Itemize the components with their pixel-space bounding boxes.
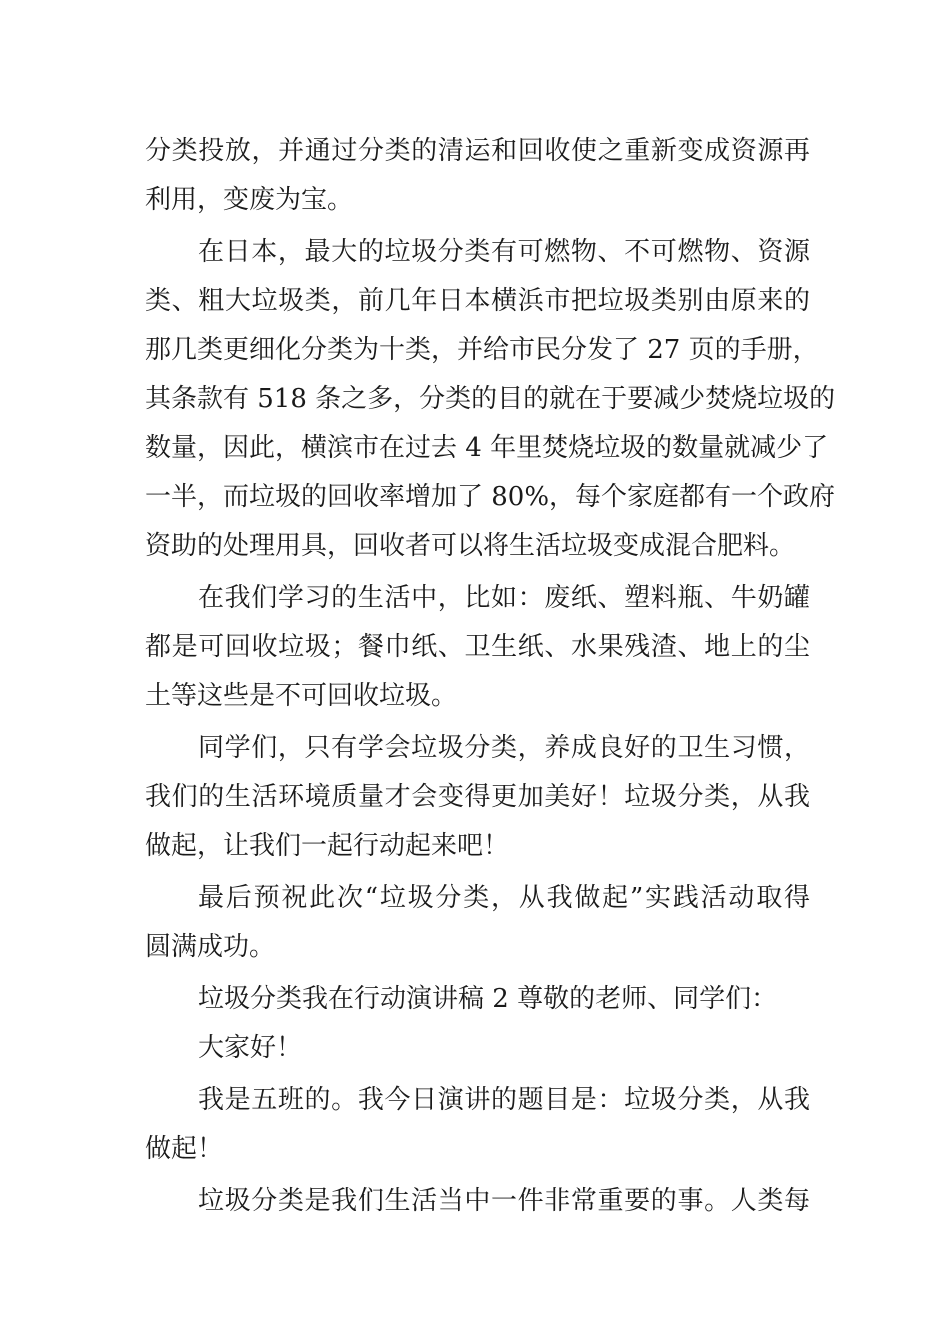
text-line: 一半，而垃圾的回收率增加了 80%，每个家庭都有一个政府 — [145, 482, 836, 512]
paragraph-start-line: 最后预祝此次“垃圾分类，从我做起”实践活动取得 — [198, 883, 810, 913]
text-line: 那几类更细化分类为十类，并给市民分发了 27 页的手册， — [145, 335, 819, 365]
text-line: 分类投放，并通过分类的清运和回收使之重新变成资源再 — [145, 136, 810, 166]
paragraph-start-line: 垃圾分类是我们生活当中一件非常重要的事。人类每 — [198, 1186, 810, 1216]
text-line: 做起！ — [145, 1134, 224, 1164]
text-line: 我们的生活环境质量才会变得更加美好！垃圾分类，从我 — [145, 782, 810, 812]
text-line: 资助的处理用具，回收者可以将生活垃圾变成混合肥料。 — [145, 531, 796, 561]
greeting-line: 大家好！ — [198, 1033, 303, 1063]
text-line: 数量，因此，横滨市在过去 4 年里焚烧垃圾的数量就减少了 — [145, 433, 829, 463]
text-line: 类、粗大垃圾类，前几年日本横浜市把垃圾类别由原来的 — [145, 286, 810, 316]
paragraph-start-line: 同学们，只有学会垃圾分类，养成良好的卫生习惯， — [198, 733, 810, 763]
document-body — [145, 127, 836, 1226]
paragraph-start-line: 在我们学习的生活中，比如：废纸、塑料瓶、牛奶罐 — [198, 583, 810, 613]
text-line: 都是可回收垃圾；餐巾纸、卫生纸、水果残渣、地上的尘 — [145, 632, 810, 662]
section-heading-line: 垃圾分类我在行动演讲稿 2 尊敬的老师、同学们： — [198, 984, 778, 1014]
text-line: 做起，让我们一起行动起来吧！ — [145, 831, 510, 861]
text-line: 土等这些是不可回收垃圾。 — [145, 681, 458, 711]
text-line: 圆满成功。 — [145, 932, 276, 962]
paragraph-start-line: 在日本，最大的垃圾分类有可燃物、不可燃物、资源 — [198, 237, 810, 267]
text-line: 利用，变废为宝。 — [145, 185, 354, 215]
paragraph-start-line: 我是五班的。我今日演讲的题目是：垃圾分类，从我 — [198, 1085, 810, 1115]
text-line: 其条款有 518 条之多，分类的目的就在于要减少焚烧垃圾的 — [145, 384, 836, 414]
